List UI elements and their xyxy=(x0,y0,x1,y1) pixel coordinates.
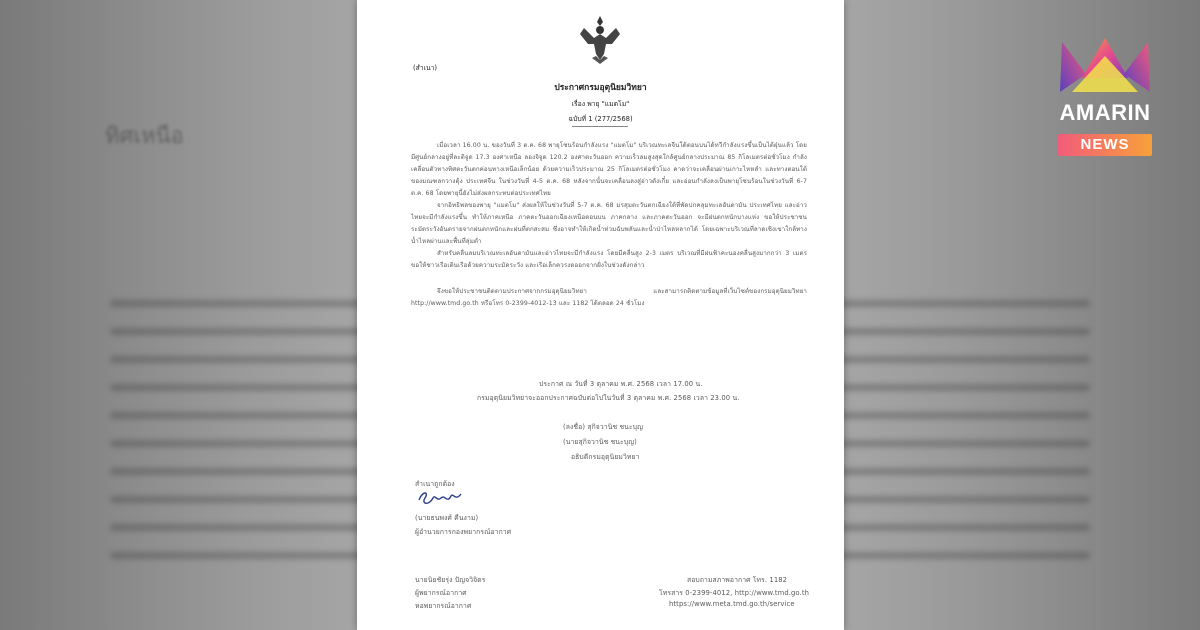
amarin-news-logo xyxy=(1052,34,1158,158)
signer-name: (ลงชื่อ) สุกิจวานิช ชนะบุญ xyxy=(563,423,643,431)
footer-left-line-3: หอพยากรณ์อากาศ xyxy=(415,602,472,610)
announcement-document xyxy=(357,0,844,630)
handwritten-signature-icon xyxy=(417,488,465,508)
heading-divider xyxy=(572,126,628,127)
footer-right-line-3: https://www.meta.tmd.go.th/service xyxy=(669,600,795,608)
body-paragraph-3: สำหรับคลื่นลมบริเวณทะเลอันดามันและอ่าวไทยจะมีกำลังแรง โดยมีคลื่นสูง 2-3 เมตร บริเวณที่มีฝนฟ้าคะนองคลื่นสูงมากกว่า 3 เมตร ขอให้ชาวเรือเดินเรือด้วยความระมัดระวัง และเรือเล็กควรงดออกจากฝั่งในช่วงดังกล่าว xyxy=(411,250,807,269)
signer-fullname: (นายสุกิจวานิช ชนะบุญ) xyxy=(563,438,637,446)
copy-label: (สำเนา) xyxy=(413,64,438,72)
document-issue-number: ฉบับที่ 1 (277/2568) xyxy=(568,115,633,123)
certifier-name: (นายธนพงศ์ คืนงาม) xyxy=(415,514,479,522)
document-heading: ประกาศกรมอุตุนิยมวิทยา xyxy=(554,83,647,93)
document-subject: เรื่อง พายุ "แมตโม" xyxy=(571,100,630,108)
footer-left-line-1: นายนิยชัยรุ่ง ปัญจวิจิตร xyxy=(415,576,486,584)
garuda-emblem-icon xyxy=(576,14,624,66)
certify-label: สำเนาถูกต้อง xyxy=(415,480,455,488)
logo-wordmark: AMARIN xyxy=(1059,100,1151,125)
footer-right-line-2: โทรสาร 0-2399-4012, http://www.tmd.go.th xyxy=(659,589,809,597)
body-paragraph-4: จึงขอให้ประชาชนติดตามประกาศจากกรมอุตุนิยมวิทยา และสามารถติดตามข้อมูลที่เว็บไซต์ของกรมอุตุนิยมวิทยา http://www.tmd.go.th หรือโทร 0-2399-4012-13 และ 1182 ได้ตลอด 24 ชั่วโมง xyxy=(411,288,807,307)
issued-date-line: ประกาศ ณ วันที่ 3 ตุลาคม พ.ศ. 2568 เวลา 17.00 น. xyxy=(539,380,703,388)
next-issue-line: กรมอุตุนิยมวิทยาจะออกประกาศฉบับต่อไปในวันที่ 3 ตุลาคม พ.ศ. 2568 เวลา 23.00 น. xyxy=(477,394,740,402)
news-badge xyxy=(1058,134,1152,156)
document-body xyxy=(411,140,807,310)
crown-logo-icon xyxy=(1052,34,1158,98)
certifier-title: ผู้อำนวยการกองพยากรณ์อากาศ xyxy=(415,528,512,536)
background-heading: ทิศเหนือ xyxy=(105,124,184,149)
signer-title: อธิบดีกรมอุตุนิยมวิทยา xyxy=(571,453,640,461)
body-paragraph-2: จากอิทธิพลของพายุ "แมตโม" ส่งผลให้ในช่วงวันที่ 5-7 ต.ค. 68 มรสุมตะวันตกเฉียงใต้ที่พัดปกคลุมทะเลอันดามัน ประเทศไทย และอ่าวไทยจะมีกำลังแรงขึ้น ทำให้ภาคเหนือ ภาคตะวันออกเฉียงเหนือตอนบน ภาคกลาง และภาคตะวันออก จะมีฝนตกหนักบางแห่ง ขอให้ประชาชนระมัดระวังอันตรายจากฝนตกหนักและฝนที่ตกสะสม ซึ่งอาจทำให้เกิดน้ำท่วมฉับพลันและน้ำป่าไหลหลากได้ โดยเฉพาะบริเวณที่ลาดเชิงเขาใกล้ทางน้ำไหลผ่านและพื้นที่ลุ่มต่ำ xyxy=(411,202,807,245)
news-badge-label: NEWS xyxy=(1080,136,1130,153)
body-paragraph-1: เมื่อเวลา 16.00 น. ของวันที่ 3 ต.ค. 68 พายุโซนร้อนกำลังแรง "แมตโม" บริเวณทะเลจีนใต้ตอนบนได้ทวีกำลังแรงขึ้นเป็นไต้ฝุ่นแล้ว โดยมีศูนย์กลางอยู่ที่ละติจูด 17.3 องศาเหนือ ลองจิจูด 120.2 องศาตะวันออก ความเร็วลมสูงสุดใกล้ศูนย์กลางประมาณ 85 กิโลเมตรต่อชั่วโมง กำลังเคลื่อนตัวทางทิศตะวันตกค่อนทางเหนือเล็กน้อย ด้วยความเร็วประมาณ 25 กิโลเมตรต่อชั่วโมง คาดว่าจะเคลื่อนผ่านเกาะไหหลำ และทางตอนใต้ของมณฑลกวางตุ้ง ประเทศจีน ในช่วงวันที่ 4-5 ต.ค. 68 หลังจากนั้นจะเคลื่อนลงสู่อ่าวตังเกี๋ย และอ่อนกำลังลงเป็นพายุโซนร้อนในช่วงวันที่ 6-7 ต.ค. 68 โดยพายุนี้ยังไม่ส่งผลกระทบต่อประเทศไทย xyxy=(411,142,807,197)
footer-left-line-2: ผู้พยากรณ์อากาศ xyxy=(415,589,467,597)
footer-right-line-1: สอบถามสภาพอากาศ โทร. 1182 xyxy=(687,576,788,584)
